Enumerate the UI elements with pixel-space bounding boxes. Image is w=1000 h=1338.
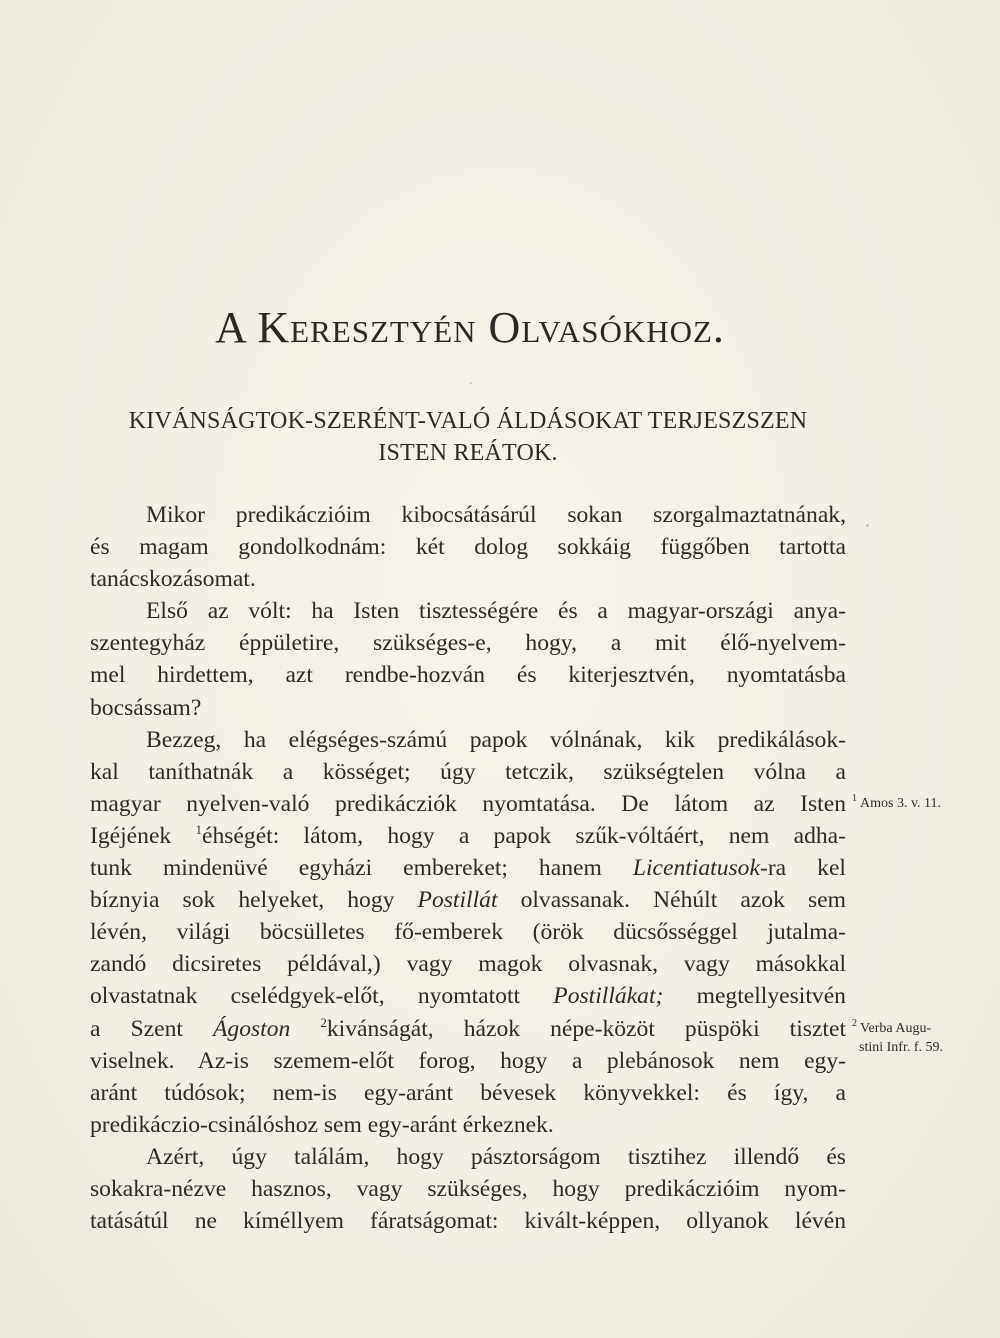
text-line: Bezzeg, ha elégséges-számú papok vólnának, kik predikálások- <box>146 726 846 753</box>
text-fragment: bíznyia sok helyeket, hogy <box>90 887 395 914</box>
text-line: Mikor predikáczióim kibocsátásárúl sokan szorgalmaztatnának, <box>146 502 846 528</box>
text-line <box>90 1013 846 1045</box>
footnote-ref: 1 <box>195 822 202 838</box>
italic-term: Ágoston <box>212 1015 291 1042</box>
text-line: magyar nyelven-való predikácziók nyomtatása. De látom az Isten <box>90 790 846 817</box>
text-line: predikáczio-csinálóshoz sem egy-aránt érkeznek. <box>90 1111 554 1138</box>
page-title: A Keresztyén Olvasókhoz. <box>215 303 725 352</box>
italic-term: Postillákat; <box>553 983 664 1010</box>
text-line: Azért, úgy találám, hogy pásztorságom tisztihez illendő és <box>146 1143 846 1170</box>
text-line <box>90 884 846 916</box>
subtitle-line-2: ISTEN REÁTOK. <box>378 440 558 467</box>
margin-note-2 <box>852 1019 943 1057</box>
text-line: és magam gondolkodnám: két dolog sokkáig függőben tartotta <box>90 534 846 561</box>
text-line: kal taníthatnák a kösséget; úgy tetczik, szükségtelen vólna a <box>90 758 846 785</box>
text-fragment: -ra kel <box>759 855 846 882</box>
text-line <box>90 852 846 884</box>
italic-term: Licentiatusok <box>632 855 760 882</box>
text-line: viselnek. Az-is szemem-előt forog, hogy a plebánosok nem egy- <box>90 1047 846 1074</box>
paper-speck <box>470 382 472 384</box>
text-fragment: éhségét: látom, hogy a papok szűk-vóltáért, nem adha- <box>201 822 846 849</box>
text-line: tatásátúl ne kíméllyem fáratságomat: kivált-képpen, ollyanok lévén <box>90 1208 846 1235</box>
text-line: mel hirdettem, azt rendbe-hozván és kiterjesztvén, nyomtatásba <box>90 662 846 689</box>
text-line: lévén, világi böcsülletes fő-emberek (örök dücsősséggel jutalma- <box>90 919 846 946</box>
text-fragment: megtellyesitvén <box>696 983 846 1010</box>
text-fragment: olvassanak. Néhúlt azok sem <box>520 887 846 914</box>
margin-note-text: stini Infr. f. 59. <box>859 1040 943 1055</box>
text-line: tanácskozásomat. <box>90 566 256 593</box>
text-line: Első az vólt: ha Isten tisztességére és a magyar-országi anya- <box>146 598 846 625</box>
text-line <box>90 820 846 852</box>
text-fragment: tunk mindenüvé egyházi embereket; hanem <box>90 855 602 882</box>
body-text <box>90 499 846 1237</box>
text-fragment: kivánságát, házok népe-közöt püspöki tisztet <box>326 1015 847 1042</box>
text-fragment: Igéjének <box>90 822 196 849</box>
footnote-ref: 2 <box>320 1014 327 1030</box>
text-line: aránt túdósok; nem-is egy-aránt bévesek könyvekkel: és így, a <box>90 1079 846 1106</box>
italic-term: Postillát <box>417 887 498 914</box>
text-line: bocsássam? <box>90 694 202 721</box>
text-fragment: a Szent <box>90 1015 183 1042</box>
text-line <box>90 980 846 1012</box>
text-line: szentegyház éppületire, szükséges-e, hogy, a mit élő-nyelvem- <box>90 630 846 657</box>
text-fragment: olvastatnak cselédgyek-előt, nyomtatott <box>90 983 521 1010</box>
text-line: sokakra-nézve hasznos, vagy szükséges, hogy predikáczióim nyom- <box>90 1175 846 1202</box>
paper-speck <box>866 524 869 527</box>
subtitle <box>90 404 846 468</box>
margin-note-text: Verba Augu- <box>860 1021 932 1036</box>
text-line: zandó dicsiretes példával,) vagy magok olvasnak, vagy másokkal <box>90 951 846 978</box>
margin-note-number: 1 <box>852 793 857 805</box>
subtitle-line-1: KIVÁNSÁGTOK-SZERÉNT-VALÓ ÁLDÁSOKAT TERJESZSZEN <box>128 408 808 434</box>
margin-note-text: Amos 3. v. 11. <box>860 796 942 811</box>
margin-note-1 <box>852 794 941 813</box>
margin-note-number: 2 <box>852 1018 857 1030</box>
